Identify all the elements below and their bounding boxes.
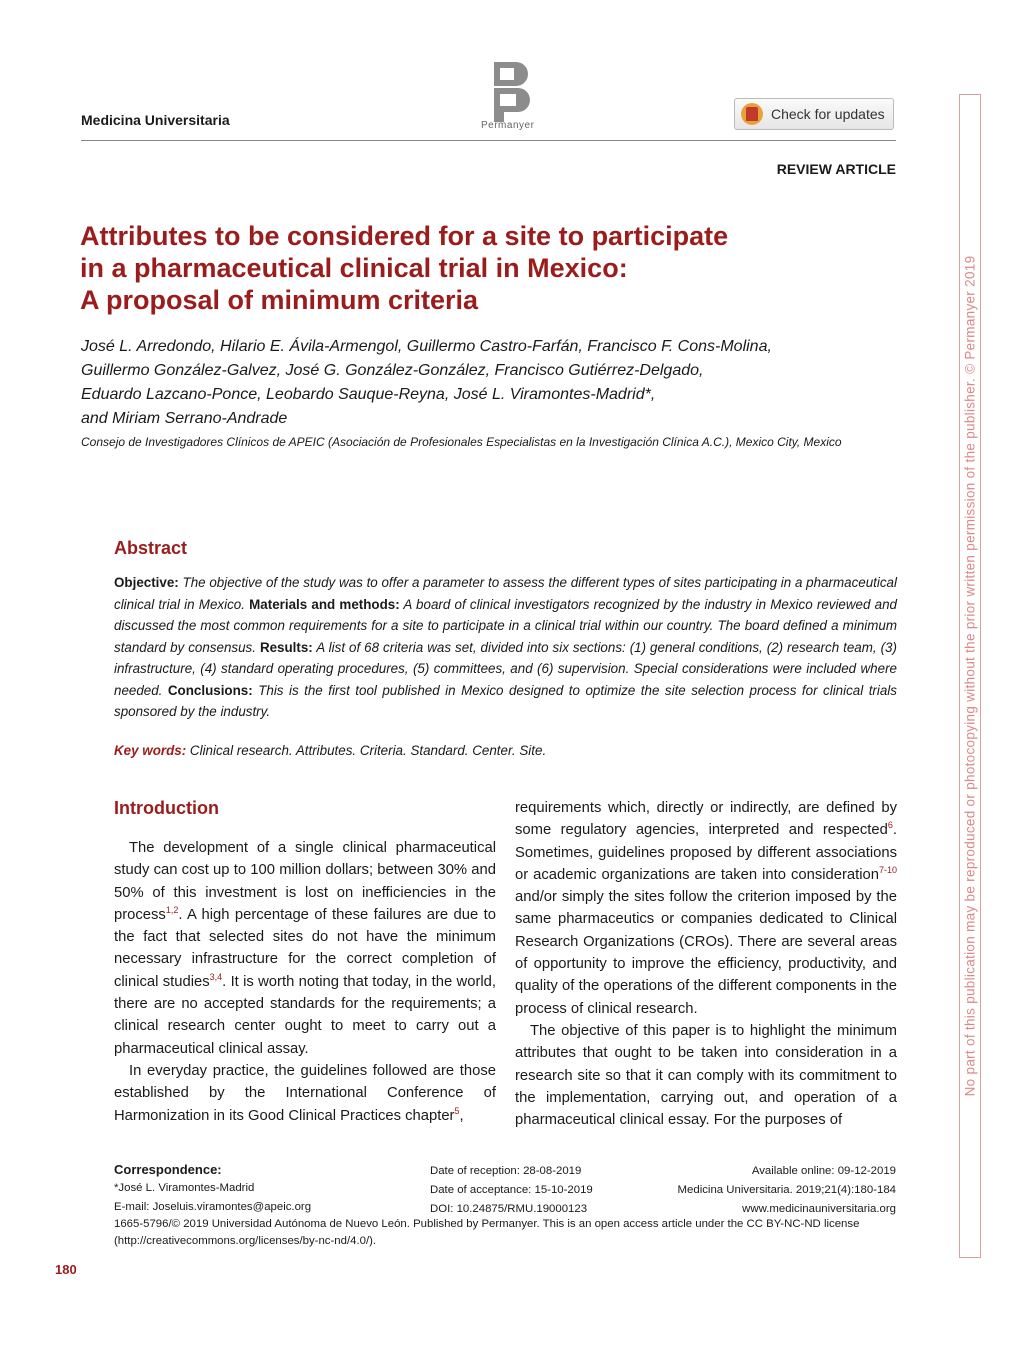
keywords <box>114 743 546 758</box>
correspondence-heading: Correspondence: <box>114 1162 222 1177</box>
methods-label: Materials and methods: <box>249 596 400 612</box>
paragraph: The development of a single clinical pharmaceutical study can cost up to 100 million dollars; between 30% and 50% of this investment is lost on inefficiencies in the process$^{1,2}$. A high percentage of these failures are due to the fact that selected sites do not have the minimum necessary infrastructure for the correct completion of clinical studies$^{3,4}$. It is worth noting that today, in the world, there are no accepted standards for the requirements; a clinical research center ought to meet to carry out a pharmaceutical clinical assay. <box>114 840 497 1057</box>
title-line: Attributes to be considered for a site to participate <box>80 221 729 251</box>
conclusions-label: Conclusions: <box>167 682 253 698</box>
availability-info <box>678 1162 896 1219</box>
paragraph: In everyday practice, the guidelines followed are those established by the International Conference of Harmonization in its Good Clinical Practices chapter$^5$, <box>114 1062 496 1124</box>
author-line: José L. Arredondo, Hilario E. Ávila-Armengol, Guillermo Castro-Farfán, Francisco F. Cons-Molina, <box>81 338 772 355</box>
header-divider <box>81 140 896 141</box>
citation-ref[interactable]: 1,2 <box>165 904 179 915</box>
journal-citation: Medicina Universitaria. 2019;21(4):180-184 <box>677 1184 896 1196</box>
title-line: in a pharmaceutical clinical trial in Mexico: <box>80 253 628 283</box>
reception-date: Date of reception: 28-08-2019 <box>430 1165 582 1177</box>
page-number: 180 <box>55 1262 77 1277</box>
article-title <box>80 220 840 316</box>
author-line: Eduardo Lazcano-Ponce, Leobardo Sauque-Reyna, José L. Viramontes-Madrid*, <box>81 386 656 403</box>
paragraph: The objective of this paper is to highlight the minimum attributes that ought to be taken into consideration in a research site so that it can comply with its commitment to the implementation, carrying out, and operation of a pharmaceutical clinical essay. For the purposes of <box>515 1022 897 1129</box>
author-list <box>81 335 901 431</box>
acceptance-date: Date of acceptance: 15-10-2019 <box>430 1184 593 1196</box>
results-label: Results: <box>259 639 313 655</box>
doi[interactable]: DOI: 10.24875/RMU.19000123 <box>430 1203 588 1215</box>
copyright-side-notice: No part of this publication may be reproduced or photocopying without the prior written permission of the publisher. © Permanyer 2019 <box>962 255 978 1097</box>
author-line: Guillermo González-Galvez, José G. González-González, Francisco Gutiérrez-Delgado, <box>81 362 704 379</box>
abstract-heading: Abstract <box>114 538 188 558</box>
body-column-right <box>515 797 897 1131</box>
journal-name: Medicina Universitaria <box>81 112 230 128</box>
results-text: A list of 68 criteria was set, divided into six sections: (1) general conditions, (2) research team, (3) infrastructure, (4) standard operating procedures, (5) committees, and (6) supervision. Special considerations were included where needed. <box>114 639 897 698</box>
article-dates <box>430 1162 593 1219</box>
objective-label: Objective: <box>114 575 179 590</box>
available-online-date: Available online: 09-12-2019 <box>751 1165 896 1177</box>
publisher-logo-text: Permanyer <box>481 120 535 131</box>
correspondence <box>114 1160 311 1217</box>
check-for-updates-button[interactable] <box>734 98 894 130</box>
body-column-left <box>114 837 496 1127</box>
citation-ref[interactable]: 3,4 <box>209 971 223 982</box>
journal-website[interactable]: www.medicinauniversitaria.org <box>742 1203 896 1215</box>
objective-text: The objective of the study was to offer a parameter to assess the different types of sites participating in a pharmaceutical clinical trial in Mexico. <box>114 575 897 612</box>
methods-text: A board of clinical investigators recognized by the industry in Mexico reviewed and discussed the most common requirements for a site to participate in a clinical trial within our country. The board defined a minimum standard by consensus. <box>114 596 897 655</box>
article-type: REVIEW ARTICLE <box>776 161 896 177</box>
check-for-updates-label: Check for updates <box>771 106 885 122</box>
citation-ref[interactable]: 7-10 <box>878 864 897 875</box>
affiliation: Consejo de Investigadores Clínicos de APEIC (Asociación de Profesionales Especialistas en la Investigación Clínica A.C.), Mexico City, Mexico <box>81 435 842 449</box>
abstract-body <box>114 572 897 723</box>
keywords-text: Clinical research. Attributes. Criteria. Standard. Center. Site. <box>189 743 547 758</box>
license-statement: 1665-5796/© 2019 Universidad Autónoma de Nuevo León. Published by Permanyer. This is an open access article under the CC BY-NC-ND license (http://creativecommons.org/licenses/by-nc-nd/4.0/). <box>114 1218 860 1247</box>
introduction-heading: Introduction <box>114 798 219 818</box>
author-line: and Miriam Serrano-Andrade <box>81 410 288 427</box>
title-line: A proposal of minimum criteria <box>80 285 479 315</box>
citation-ref[interactable]: 6 <box>887 820 893 831</box>
correspondence-email[interactable]: E-mail: Joseluis.viramontes@apeic.org <box>114 1201 312 1213</box>
correspondence-name: *José L. Viramontes-Madrid <box>114 1182 255 1194</box>
bookmark-icon <box>741 103 763 125</box>
conclusions-text: This is the first tool published in Mexico designed to optimize the site selection process for clinical trials sponsored by the industry. <box>114 682 897 719</box>
keywords-label: Key words: <box>114 743 187 758</box>
citation-ref[interactable]: 5 <box>454 1105 460 1116</box>
paragraph: requirements which, directly or indirectly, are defined by some regulatory agencies, interpreted and respected$^6$. Sometimes, guidelines proposed by different associations or academic organizations are taken into consideration$^{7-10}$ and/or simply the sites follow the criterion imposed by the same pharmaceutics or companies dedicated to Clinical Research Organizations (CROs). There are several areas of opportunity to improve the efficiency, productivity, and quality of the operations of the different components in the process of clinical research. <box>515 800 897 1017</box>
